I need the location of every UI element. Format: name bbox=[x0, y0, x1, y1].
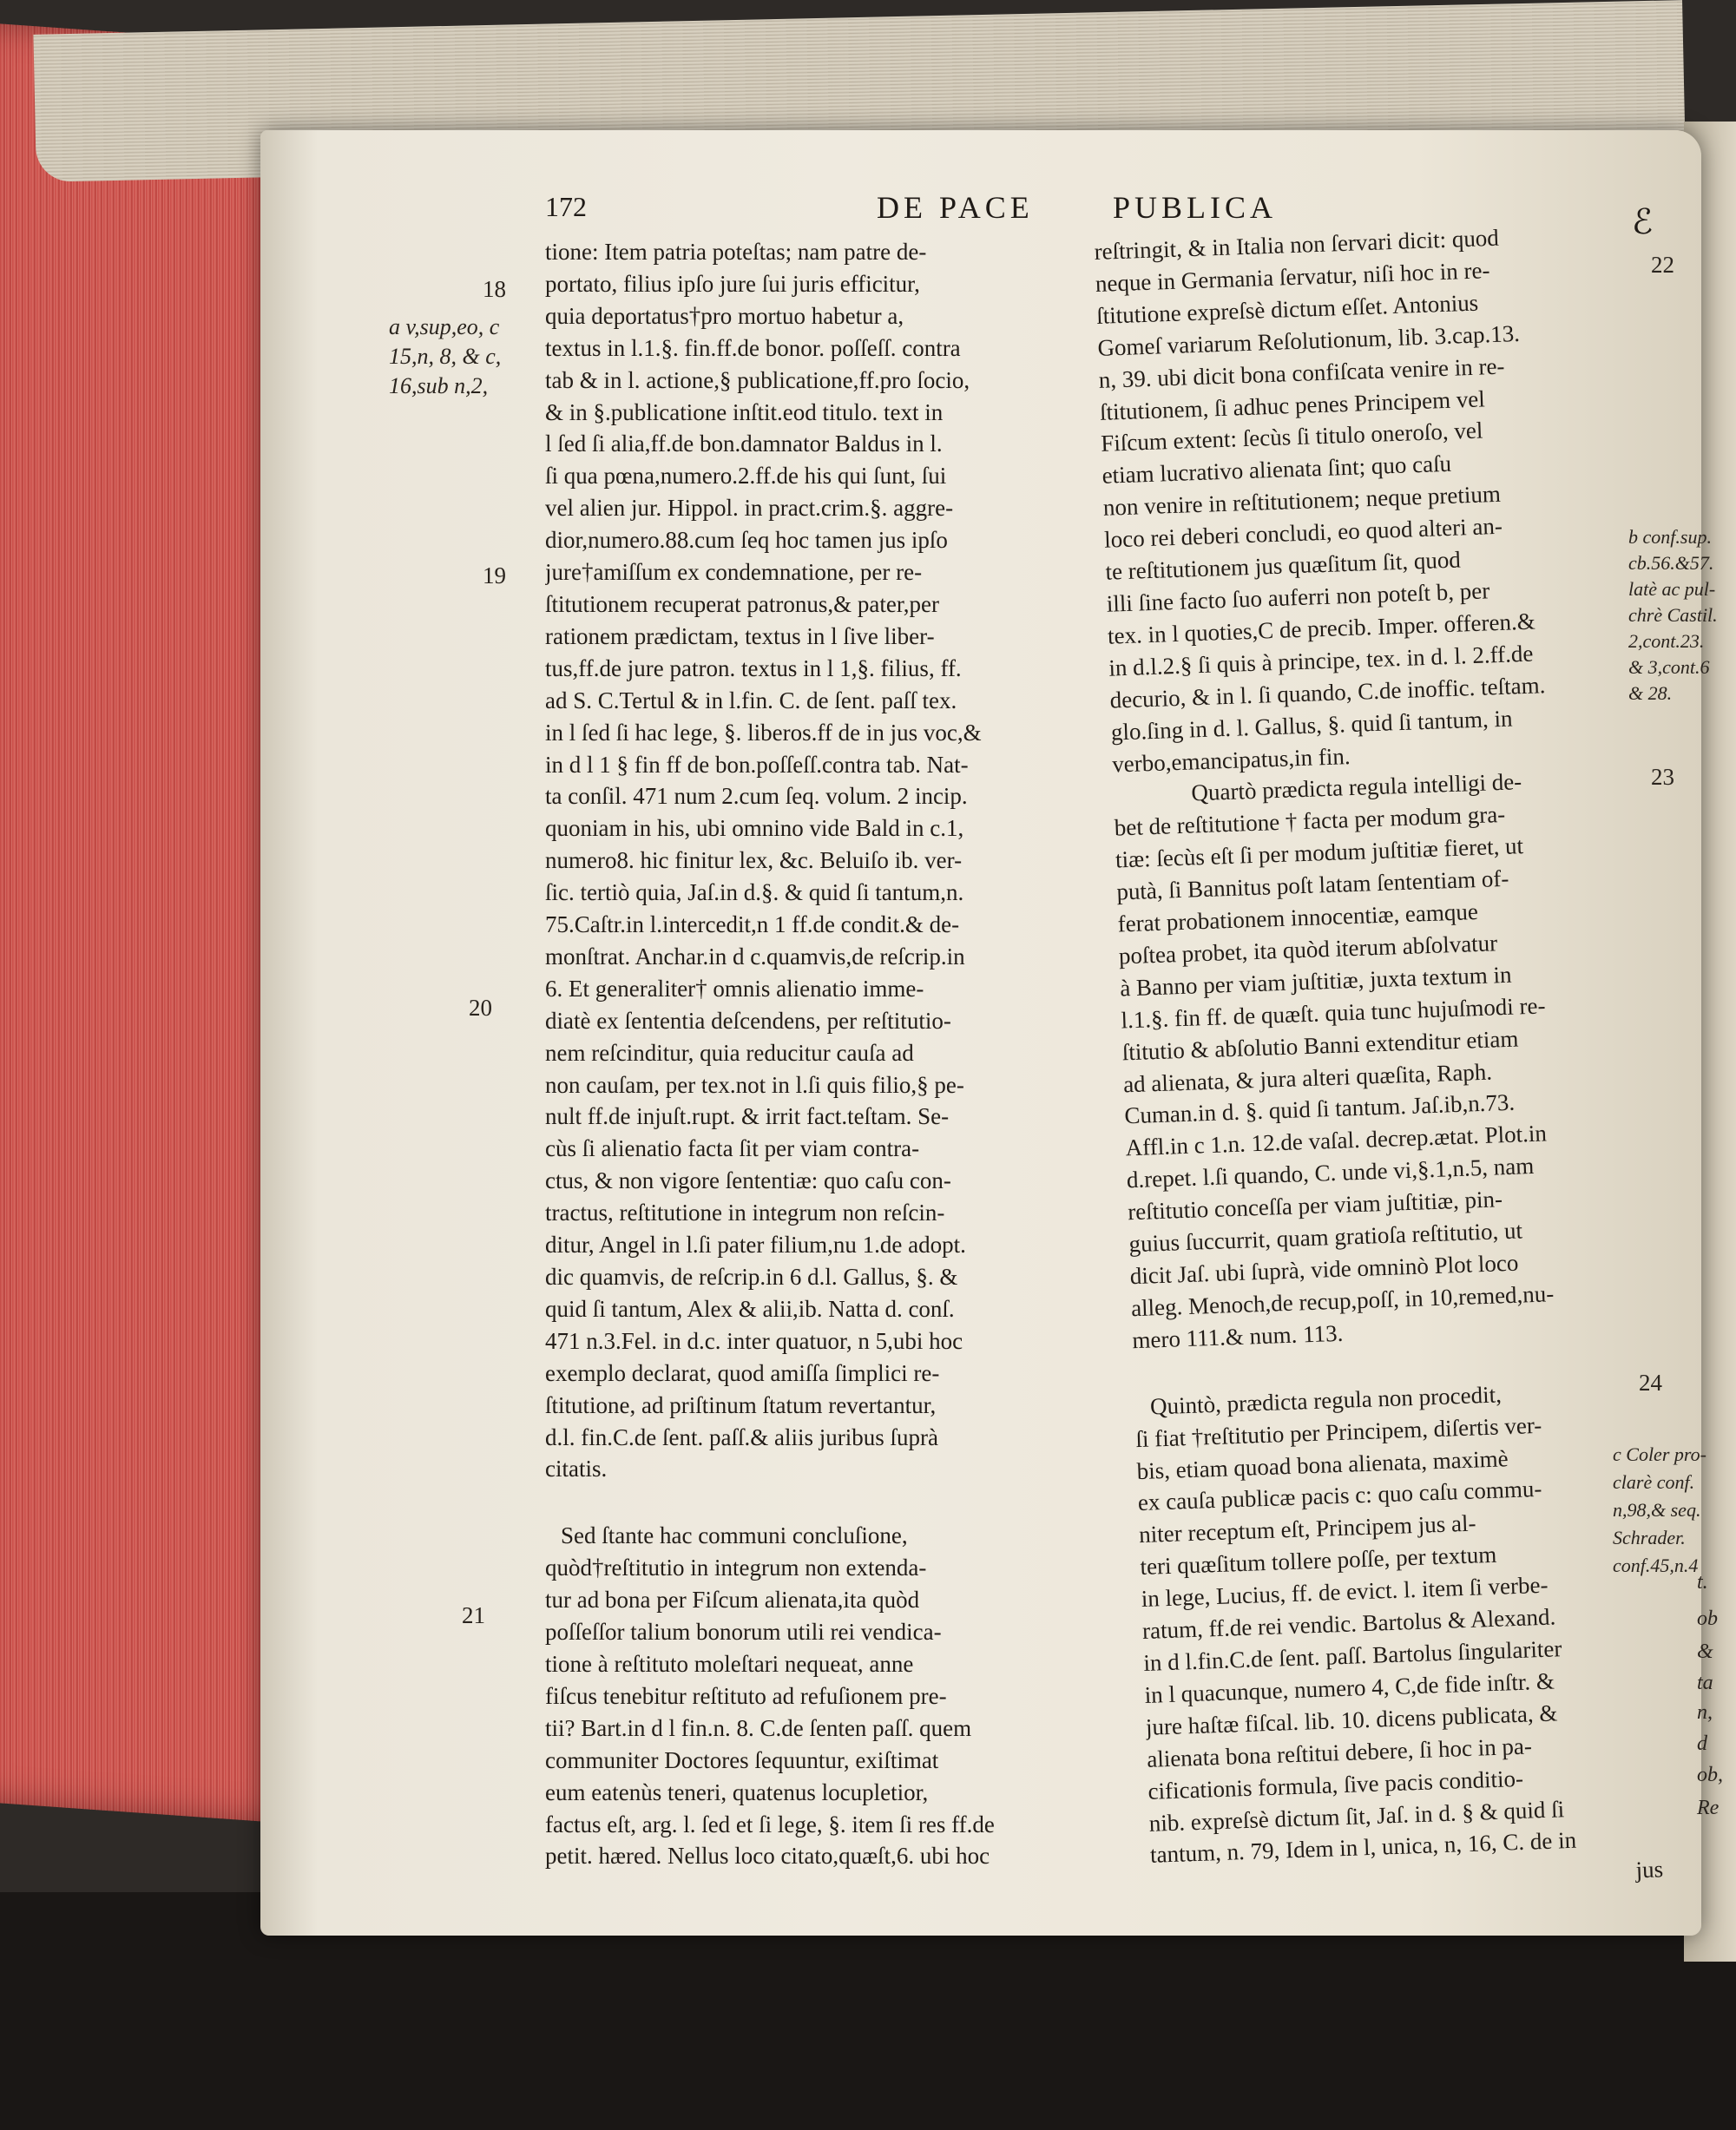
text-line: l.1.§. fin ff. de quæſt. quia tunc hujuſmodi re- bbox=[1121, 992, 1546, 1034]
text-line: etiam lucrativo alienata ſint; quo caſu bbox=[1101, 450, 1452, 490]
text-line: teri quæſitum tollere poſſe, per textum bbox=[1140, 1541, 1497, 1581]
text-line: 6. Et generaliter† omnis alienatio imme- bbox=[545, 975, 924, 1002]
text-line: loco rei deberi concludi, eo quod alteri an- bbox=[1103, 512, 1503, 553]
text-line: ſic. tertiò quia, Jaſ.in d.§. & quid ſi tantum,n. bbox=[545, 879, 964, 906]
text-line: tantum, n. 79, Idem in l, unica, n, 16, C. de in bbox=[1149, 1827, 1577, 1869]
text-line: jure haſtæ fiſcal. lib. 10. dicens publicata, & bbox=[1145, 1699, 1558, 1740]
text-line: tex. in l quoties,C de precib. Imper. offeren.& bbox=[1107, 608, 1536, 649]
running-head-left: DE PACE bbox=[877, 190, 1034, 225]
margin-note-b: b conf.sup. cb.56.&57. latè ac pul- chrè Castil. 2,cont.23. & 3,cont.6 & 28. bbox=[1628, 526, 1718, 704]
text-line: alleg. Menoch,de recup,poſſ, in 10,remed,nu- bbox=[1130, 1280, 1555, 1322]
text-line: quoniam in his, ubi omnino vide Bald in c.1, bbox=[545, 815, 964, 842]
text-line: ſtitutio & abſolutio Banni extenditur etiam bbox=[1121, 1025, 1519, 1066]
text-line: jure†amiſſum ex condemnatione, per re- bbox=[545, 559, 923, 586]
text-line: tractus, reſtitutione in integrum non reſcin- bbox=[545, 1200, 945, 1226]
text-line: petit. hæred. Nellus loco citato,quæſt,6. ubi hoc bbox=[545, 1843, 990, 1870]
running-head-right: PUBLICA bbox=[1113, 190, 1278, 225]
text-line: diatè ex ſententia deſcendens, per reſtitutio- bbox=[545, 1007, 951, 1034]
corner-ornament: ℰ bbox=[1632, 202, 1654, 241]
text-line: portato, filius ipſo jure ſui juris efficitur, bbox=[545, 270, 920, 297]
text-line: Quintò, prædicta regula non procedit, bbox=[1149, 1381, 1503, 1420]
text-line: quòd†reſtitutio in integrum non extenda- bbox=[545, 1555, 927, 1581]
left-text-column bbox=[545, 236, 1076, 1872]
text-line: ſtitutionem, ſi adhuc penes Principem vel bbox=[1099, 385, 1486, 425]
text-line: in d.l.2.§ ſi quis à principe, tex. in d. l. 2.ff.de bbox=[1108, 640, 1534, 681]
text-line: quid ſi tantum, Alex & alii,ib. Natta d. conſ. bbox=[545, 1295, 955, 1322]
margin-number-21: 21 bbox=[462, 1602, 485, 1628]
text-line: ditur, Angel in l.ſi pater filium,nu 1.de adopt. bbox=[545, 1232, 966, 1259]
text-line: eum eatenùs teneri, quatenus locupletior, bbox=[545, 1778, 929, 1805]
text-line: & in §.publicatione inſtit.eod titulo. text in bbox=[545, 398, 944, 425]
text-line: ſi fiat †reſtitutio per Principem, diſertis ver- bbox=[1134, 1411, 1542, 1452]
right-paragraph-2 bbox=[1113, 762, 1645, 1356]
text-line: communiter Doctores ſequuntur, exiſtimat bbox=[545, 1746, 939, 1773]
text-line: poſtea probet, ita quòd iterum abſolvatur bbox=[1118, 930, 1498, 970]
text-line: tur ad bona per Fiſcum alienata,ita quòd bbox=[545, 1587, 920, 1614]
text-line: in l quacunque, numero 4, C,de fide inſtr. & bbox=[1144, 1667, 1555, 1708]
text-line: Quartò prædicta regula intelligi de- bbox=[1190, 768, 1522, 806]
text-line: ferat probationem innocentiæ, eamque bbox=[1117, 898, 1479, 937]
text-line: nib. expreſsè dictum ſit, Jaſ. in d. § & quid ſi bbox=[1148, 1795, 1565, 1837]
facing-page-fragment: d bbox=[1697, 1732, 1707, 1755]
text-line: cùs ſi alienatio facta ſit per viam contra- bbox=[545, 1135, 920, 1162]
text-line: guius ſuccurrit, quam gratioſa reſtitutio, ut bbox=[1128, 1217, 1523, 1258]
text-line: cificationis formula, ſive pacis conditio- bbox=[1147, 1765, 1524, 1805]
text-line: nult ff.de injuſt.rupt. & irrit fact.teſtam. Se- bbox=[545, 1103, 950, 1130]
right-paragraph-3 bbox=[1134, 1373, 1663, 1903]
text-line: 75.Caſtr.in l.intercedit,n 1 ff.de condit.& de- bbox=[545, 911, 960, 938]
text-line: Affl.in c 1.n. 12.de vaſal. decrep.ætat. Plot.in bbox=[1125, 1120, 1548, 1161]
facing-page-fragment: ta bbox=[1697, 1672, 1713, 1694]
text-line: non cauſam, per tex.not in l.ſi quis filio,§ pe- bbox=[545, 1071, 964, 1098]
text-line: mero 111.& num. 113. bbox=[1131, 1319, 1344, 1354]
facing-page-fragment: t. bbox=[1697, 1571, 1708, 1594]
text-line: Fiſcum extent: ſecùs ſi titulo oneroſo, vel bbox=[1100, 417, 1483, 457]
facing-page-fragment: ob, bbox=[1697, 1764, 1723, 1786]
text-line: reſtitutio conceſſa per viam juſtitiæ, pin- bbox=[1127, 1186, 1503, 1226]
facing-page-fragment: n, bbox=[1697, 1701, 1713, 1724]
text-line: ſi qua pœna,numero.2.ff.de his qui ſunt, ſui bbox=[545, 463, 947, 490]
text-line: Gomeſ variarum Reſolutionum, lib. 3.cap.13. bbox=[1096, 319, 1521, 361]
margin-number-18: 18 bbox=[483, 276, 506, 302]
text-line: in l ſed ſi hac lege, §. liberos.ff de in jus voc,& bbox=[545, 719, 982, 746]
text-line: Sed ſtante hac communi concluſione, bbox=[561, 1522, 908, 1549]
text-line: ſtitutione expreſsè dictum eſſet. Antonius bbox=[1095, 289, 1479, 329]
facing-page-fragment: Re bbox=[1697, 1797, 1720, 1819]
text-line: ad alienata, & jura alteri quæſita, Raph. bbox=[1122, 1058, 1493, 1097]
catchword: jus bbox=[1635, 1856, 1664, 1883]
margin-number-23: 23 bbox=[1651, 764, 1674, 790]
text-line: tus,ff.de jure patron. textus in l 1,§. filius, ff. bbox=[545, 654, 962, 681]
text-line: d.repet. l.ſi quando, C. unde vi,§.1,n.5, nam bbox=[1126, 1153, 1535, 1193]
text-line: tione à reſtituto moleſtari nequeat, anne bbox=[545, 1650, 914, 1677]
text-line: exemplo declarat, quod amiſſa ſimplici re- bbox=[545, 1359, 940, 1386]
text-line: neque in Germania ſervatur, niſi hoc in re- bbox=[1095, 257, 1490, 297]
text-line: textus in l.1.§. fin.ff.de bonor. poſſeſſ. contra bbox=[545, 334, 961, 361]
text-line: bis, etiam quoad bona alienata, maximè bbox=[1136, 1444, 1509, 1484]
margin-number-19: 19 bbox=[483, 562, 506, 588]
text-line: illi ſine facto ſuo auferri non poteſt b, per bbox=[1106, 577, 1490, 617]
text-line: niter receptum eſt, Principem jus al- bbox=[1138, 1509, 1476, 1548]
right-paragraph-1 bbox=[1094, 218, 1625, 780]
left-paragraph-2 bbox=[545, 1520, 1076, 1872]
text-line: ſtitutionem recuperat patronus,& pater,per bbox=[545, 590, 940, 617]
text-line: te reſtitutionem jus quæſitum ſit, quod bbox=[1104, 546, 1462, 585]
margin-number-24: 24 bbox=[1639, 1370, 1662, 1396]
text-line: rationem prædictam, textus in l ſive liber- bbox=[545, 622, 935, 649]
text-line: reſtringit, & in Italia non ſervari dicit: quod bbox=[1094, 224, 1500, 265]
text-line: numero8. hic finitur lex, &c. Beluiſo ib. ver- bbox=[545, 847, 963, 874]
right-text-column bbox=[1094, 218, 1664, 1903]
text-line: in d l.fin.C.de ſent. paſſ. Bartolus ſingulariter bbox=[1142, 1635, 1562, 1676]
text-line: alienata bona reſtitui debere, ſi hoc in pa- bbox=[1146, 1732, 1533, 1772]
facing-page-fragment: & bbox=[1697, 1640, 1713, 1663]
text-line: in lege, Lucius, ff. de evict. l. item ſi verbe- bbox=[1141, 1571, 1549, 1613]
text-line: fiſcus tenebitur reſtituto ad refuſionem pre- bbox=[545, 1682, 947, 1709]
text-line: factus eſt, arg. l. ſed et ſi lege, §. item ſi res ff.de bbox=[545, 1811, 995, 1837]
text-line: monſtrat. Anchar.in d c.quamvis,de reſcrip.in bbox=[545, 943, 965, 970]
text-line: poſſeſſor talium bonorum utili rei vendica- bbox=[545, 1619, 942, 1646]
text-line: decurio, & in l. ſi quando, C.de inoffic. teſtam. bbox=[1109, 671, 1546, 713]
text-line: nem reſcinditur, quia reducitur cauſa ad bbox=[545, 1039, 914, 1066]
text-line: Cuman.in d. §. quid ſi tantum. Jaſ.ib,n.73. bbox=[1123, 1089, 1516, 1129]
text-line: d.l. fin.C.de ſent. paſſ.& aliis juribus ſuprà bbox=[545, 1423, 938, 1450]
text-line: ta conſil. 471 num 2.cum ſeq. volum. 2 incip. bbox=[545, 783, 968, 810]
left-paragraph-1 bbox=[545, 236, 1076, 1485]
facing-page-fragment: ob bbox=[1697, 1607, 1718, 1630]
text-line: tiæ: ſecùs eſt ſi per modum juſtitiæ fieret, ut bbox=[1115, 832, 1524, 873]
text-line: vel alien jur. Hippol. in pract.crim.§. aggre- bbox=[545, 495, 954, 522]
text-line: dicit Jaſ. ubi ſuprà, vide omninò Plot loco bbox=[1129, 1249, 1519, 1290]
text-line: non venire in reſtitutionem; neque pretium bbox=[1102, 481, 1502, 522]
text-line: glo.ſing in d. l. Gallus, §. quid ſi tantum, in bbox=[1110, 705, 1513, 746]
text-line: citatis. bbox=[545, 1456, 608, 1482]
text-line: dior,numero.88.cum ſeq hoc tamen jus ipſo bbox=[545, 527, 948, 554]
text-line: in d l 1 § fin ff de bon.poſſeſſ.contra tab. Nat- bbox=[545, 751, 969, 778]
text-line: ctus, & non vigore ſententiæ: quo caſu con- bbox=[545, 1167, 951, 1194]
text-line: bet de reſtitutione † facta per modum gra- bbox=[1114, 801, 1506, 841]
margin-number-20: 20 bbox=[469, 995, 492, 1021]
text-line: n, 39. ubi dicit bona confiſcata venire in re- bbox=[1098, 352, 1505, 393]
margin-note-a: a v,sup,eo, c 15,n, 8, & c, 16,sub n,2, bbox=[389, 314, 502, 398]
text-line: tione: Item patria poteſtas; nam patre de- bbox=[545, 239, 927, 265]
page-number: 172 bbox=[545, 191, 587, 222]
text-line: l ſed ſi alia,ff.de bon.damnator Baldus in l. bbox=[545, 431, 943, 457]
text-line: dic quamvis, de reſcrip.in 6 d.l. Gallus, §. & bbox=[545, 1264, 958, 1290]
text-line: quia deportatus†pro mortuo habetur a, bbox=[545, 302, 904, 329]
text-line: à Banno per viam juſtitiæ, juxta textum in bbox=[1119, 961, 1512, 1002]
text-line: ratum, ff.de rei vendic. Bartolus & Alexand. bbox=[1141, 1603, 1556, 1645]
text-line: ex cauſa publicæ pacis c: quo caſu commu- bbox=[1137, 1476, 1542, 1516]
text-line: 471 n.3.Fel. in d.c. inter quatuor, n 5,ubi hoc bbox=[545, 1327, 963, 1354]
text-line: tii? Bart.in d l fin.n. 8. C.de ſenten paſſ. quem bbox=[545, 1714, 972, 1741]
text-line: verbo,emancipatus,in fin. bbox=[1111, 742, 1351, 778]
margin-note-c: c Coler pro- clarè conf. n,98,& seq. Schrader. conf.45,n.4 bbox=[1613, 1443, 1706, 1576]
text-line: ad S. C.Tertul & in l.fin. C. de ſent. paſſ tex. bbox=[545, 687, 957, 713]
margin-number-22: 22 bbox=[1651, 252, 1674, 278]
text-line: ſtitutione, ad priſtinum ſtatum revertantur, bbox=[545, 1391, 937, 1418]
text-line: tab & in l. actione,§ publicatione,ff.pro ſocio, bbox=[545, 366, 970, 393]
text-line: putà, ſi Bannitus poſt latam ſententiam of- bbox=[1115, 864, 1509, 905]
